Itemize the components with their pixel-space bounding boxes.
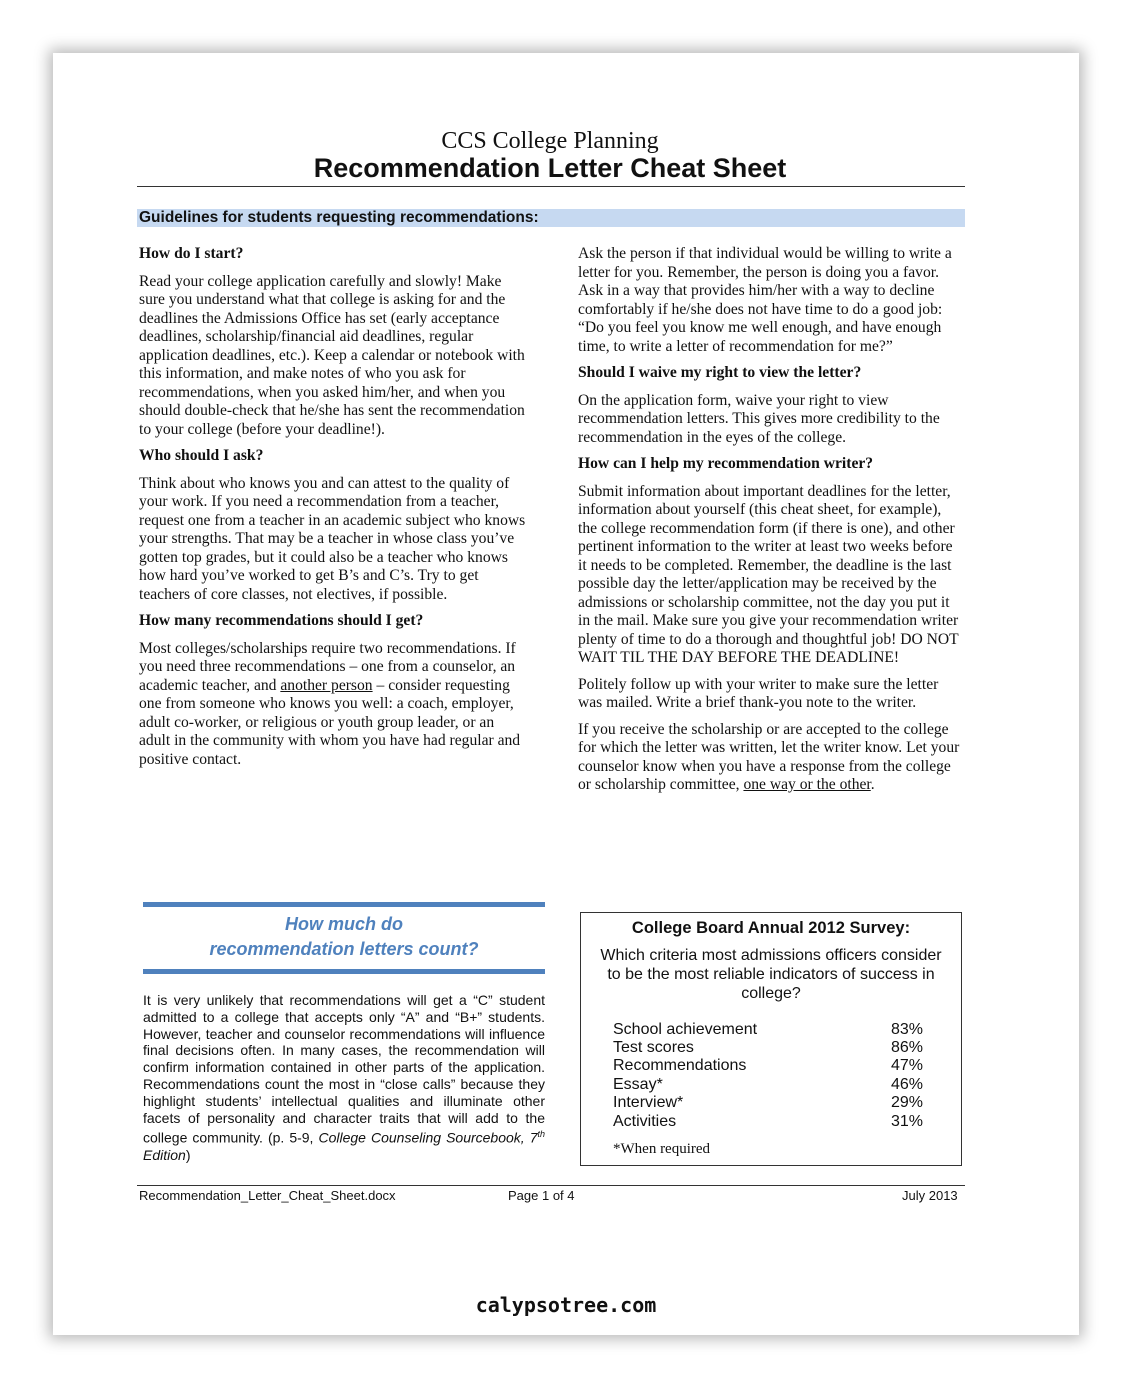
text-span: – consider requesting one from someone who knows you well: a coach, employer, adult co-worker, or religious or youth group leader, or an adult in the community with whom you have had regular and positive contact. <box>139 676 521 768</box>
underlined-text: one way or the other <box>743 776 871 793</box>
question-heading: Should I waive my right to view the letter? <box>578 364 862 381</box>
callout-heading-line: recommendation letters count? <box>209 939 479 959</box>
survey-criterion: Essay* <box>613 1076 663 1093</box>
question-heading: How many recommendations should I get? <box>139 612 424 629</box>
footer-date: July 2013 <box>902 1188 958 1203</box>
answer-paragraph: On the application form, waive your right to view recommendation letters. This gives more credibility to the recommendation in the eyes of the college. <box>578 391 940 446</box>
survey-row <box>613 1113 923 1131</box>
callout-heading-line: How much do <box>285 914 403 934</box>
survey-criterion: Activities <box>613 1113 677 1130</box>
survey-percent: 29% <box>890 1094 923 1111</box>
text-span: . <box>870 776 875 793</box>
callout-text: It is very unlikely that recommendations will get a “C” student admitted to a college that accepts only “A” and “B+” students. However, teacher and counselor recommendations will influence final decisions often. In many cases, the recommendation will confirm information contained in other parts of the application. Recommendations count the most in “close calls” because they highlight students’ intellectual qualities and illuminate other facets of personality and character traits that will add to the college community. (p. 5-9, <box>143 992 545 1147</box>
left-column <box>139 245 527 777</box>
section-band-label: Guidelines for students requesting recommendations: <box>139 209 539 226</box>
question-heading: How do I start? <box>139 245 244 262</box>
watermark-text: calypsotree.com <box>475 1293 657 1317</box>
survey-percent: 31% <box>890 1113 923 1130</box>
answer-paragraph: Ask the person if that individual would be willing to write a letter for you. Remember, the person is doing you a favor. Ask in a way that provides him/her with a way to decline comfortably if he/she does not have time to do a good job: “Do you feel you know me well enough, and have enough time, to write a letter of recommendation for me?” <box>578 245 952 355</box>
right-column <box>578 245 964 803</box>
citation-superscript: th <box>537 1129 546 1140</box>
survey-row <box>613 1021 923 1039</box>
underlined-text: another person <box>280 676 373 694</box>
survey-row <box>613 1094 923 1112</box>
survey-percent: 47% <box>890 1057 923 1074</box>
survey-criterion: School achievement <box>613 1021 758 1038</box>
document-subtitle: Recommendation Letter Cheat Sheet <box>313 153 787 183</box>
survey-criterion: Test scores <box>613 1039 694 1056</box>
document-title: CCS College Planning <box>441 128 659 154</box>
footer-page-number: Page 1 of 4 <box>508 1188 575 1203</box>
survey-footnote: *When required <box>613 1141 711 1157</box>
footer-divider <box>137 1185 965 1186</box>
survey-question: Which criteria most admissions officers consider to be the most reliable indicators of success in college? <box>600 947 942 1002</box>
survey-row <box>613 1076 923 1094</box>
section-band <box>137 209 965 227</box>
footer-filename: Recommendation_Letter_Cheat_Sheet.docx <box>139 1188 396 1203</box>
citation-close: ) <box>185 1146 191 1163</box>
survey-percent: 83% <box>890 1021 923 1038</box>
survey-criterion: Recommendations <box>613 1057 747 1074</box>
text-span: If you receive the scholarship or are accepted to the college for which the letter was written, let the writer know. Let your counselor know when you have a response from the college or scholarship committee, <box>578 720 960 793</box>
survey-title: College Board Annual 2012 Survey: <box>631 919 911 937</box>
survey-box <box>580 912 962 1166</box>
answer-paragraph: Submit information about important deadlines for the letter, information about yourself (this cheat sheet, for example), the college recommendation form (if there is one), and other pertinent information to the writer at least two weeks before it needs to be completed. Remember, the deadline is the last possible day the letter/application may be received by the admissions or scholarship committee, not the day you put it in the mail. Make sure you give your recommendation writer plenty of time to do a thorough and thoughtful job! DO NOT WAIT TIL THE DAY BEFORE THE DEADLINE! <box>578 482 959 666</box>
answer-paragraph <box>578 721 964 795</box>
answer-paragraph: Politely follow up with your writer to make sure the letter was mailed. Write a brief thank-you note to the writer. <box>578 675 939 711</box>
text-span: Most colleges/scholarships require two recommendations. If you need three recommendations – one from a counselor, an academic teacher, and <box>139 639 516 694</box>
answer-paragraph <box>139 640 527 770</box>
survey-row <box>613 1057 923 1075</box>
survey-row <box>613 1039 923 1057</box>
answer-paragraph: Read your college application carefully and slowly! Make sure you understand what that college is asking for and the deadlines the Admissions Office has set (early acceptance deadlines, scholarship/financial aid deadlines, regular application deadlines, etc.). Keep a calendar or notebook with this information, and make notes of who you ask for recommendations, when you asked him/her, and when you should double-check that he/she has sent the recommendation to your college (before your deadline!). <box>139 272 525 438</box>
answer-paragraph: Think about who knows you and can attest to the quality of your work. If you need a recommendation from a teacher, request one from a teacher in an academic subject who knows your strengths. That may be a teacher in whose class you’ve gotten top grades, but it could also be a teacher who knows how hard you’ve worked to get B’s and C’s. Try to get teachers of core classes, not electives, if possible. <box>139 474 526 603</box>
citation-title: College Counseling Sourcebook, 7 <box>318 1130 538 1147</box>
survey-percent: 86% <box>890 1039 923 1056</box>
callout-heading <box>143 912 545 962</box>
callout-top-bar <box>143 902 545 907</box>
question-heading: Who should I ask? <box>139 447 264 464</box>
survey-criterion: Interview* <box>613 1094 684 1111</box>
callout-bottom-bar <box>143 969 545 974</box>
title-divider <box>137 186 965 187</box>
survey-percent: 46% <box>890 1076 923 1093</box>
citation-edition: Edition <box>143 1146 186 1163</box>
callout-body <box>143 992 545 1164</box>
question-heading: How can I help my recommendation writer? <box>578 455 874 472</box>
